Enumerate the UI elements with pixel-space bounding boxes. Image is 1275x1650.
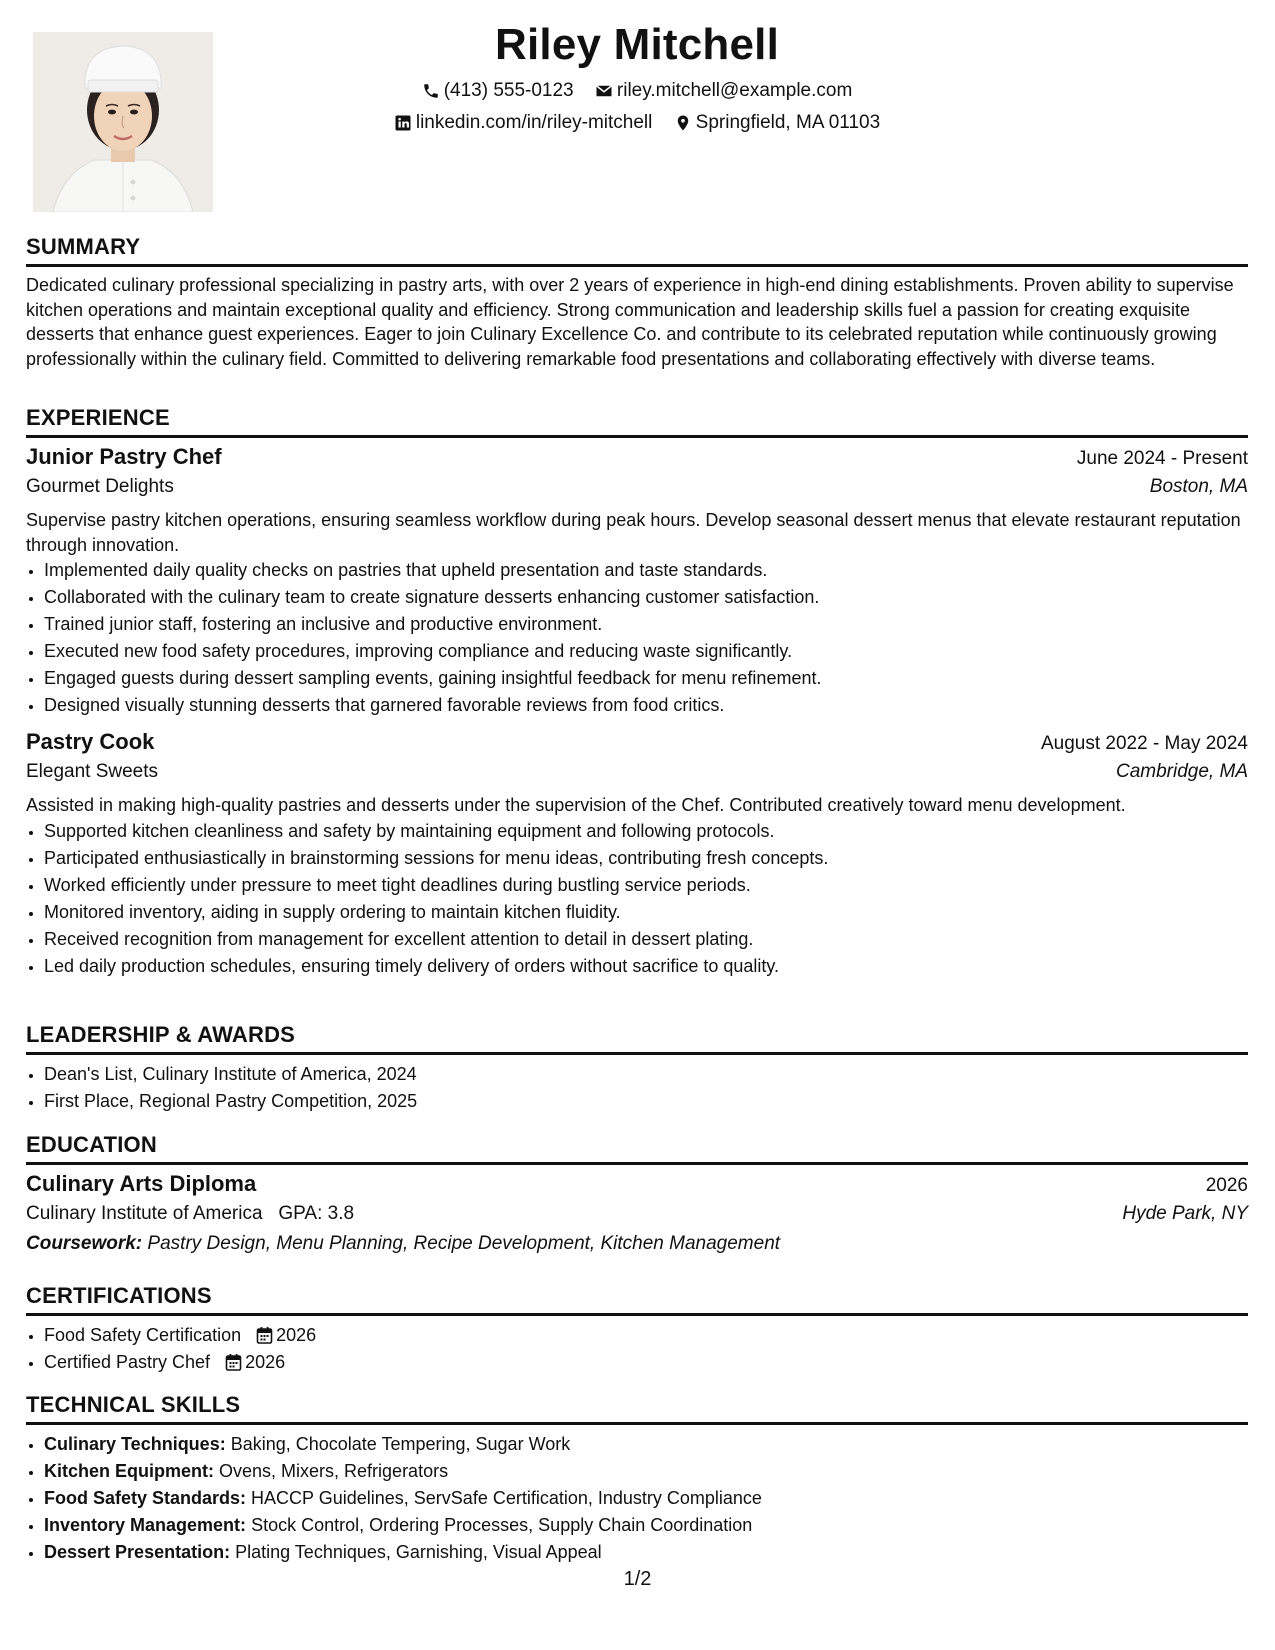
degree-name: Culinary Arts Diploma (26, 1171, 257, 1196)
experience-section (26, 405, 1248, 980)
list-item: • First Place, Regional Pastry Competition, 2025 (44, 1088, 1248, 1115)
job-title: Pastry Cook (26, 729, 155, 754)
skill-value: Stock Control, Ordering Processes, Supply Chain Coordination (251, 1515, 753, 1535)
list-item (44, 1322, 1248, 1349)
coursework-list: Pastry Design, Menu Planning, Recipe Development, Kitchen Management (147, 1233, 781, 1254)
candidate-name: Riley Mitchell (495, 20, 779, 69)
list-item: • Collaborated with the culinary team to create signature desserts enhancing customer satisfaction. (44, 584, 1248, 611)
summary-text: Dedicated culinary professional specializing in pastry arts, with over 2 years of experience in high-end dining establishments. Proven ability to supervise kitchen operations and maintain exceptional quality and efficiency. Strong communication and leadership skills fuel a passion for creating exquisite desserts that enhance guest experiences. Eager to join Culinary Excellence Co. and contribute to its celebrated reputation while continuously growing professionally within the culinary field. Committed to delivering remarkable food presentations and collaborating effectively with diverse teams. (26, 275, 1234, 369)
calendar-icon (225, 1353, 242, 1371)
section-title-experience: EXPERIENCE (26, 405, 1248, 438)
skill-label: Dessert Presentation: (44, 1542, 231, 1562)
job-location: Boston, MA (1149, 476, 1248, 497)
job-description: Supervise pastry kitchen operations, ensuring seamless workflow during peak hours. Develop seasonal dessert menus that elevate restaurant reputation through innovation. (26, 510, 1241, 555)
list-item: • Worked efficiently under pressure to meet tight deadlines during bustling service periods. (44, 872, 1248, 899)
linkedin-url: linkedin.com/in/riley-mitchell (415, 112, 653, 133)
job-dates: August 2022 - May 2024 (1040, 733, 1248, 754)
contact-location (674, 112, 881, 134)
section-title-certifications: CERTIFICATIONS (26, 1283, 1248, 1316)
envelope-icon (595, 82, 613, 100)
skill-label: Food Safety Standards: (44, 1488, 247, 1508)
skill-label: Kitchen Equipment: (44, 1461, 214, 1481)
job-title: Junior Pastry Chef (26, 444, 222, 469)
certifications-list (26, 1322, 1248, 1376)
list-item: • Designed visually stunning desserts that garnered favorable reviews from food critics. (44, 692, 1248, 719)
job-bullets (26, 818, 1248, 980)
certification-name: Food Safety Certification (44, 1325, 242, 1345)
list-item (44, 1431, 1248, 1458)
list-item: • Participated enthusiastically in brainstorming sessions for menu ideas, contributing fresh concepts. (44, 845, 1248, 872)
certification-name: Certified Pastry Chef (44, 1352, 211, 1372)
skill-value: Baking, Chocolate Tempering, Sugar Work (230, 1434, 571, 1454)
list-item: • Executed new food safety procedures, improving compliance and reducing waste significantly. (44, 638, 1248, 665)
list-item: • Dean's List, Culinary Institute of America, 2024 (44, 1061, 1248, 1088)
certification-year: 2026 (276, 1325, 317, 1345)
list-item: • Received recognition from management for excellent attention to detail in dessert plating. (44, 926, 1248, 953)
job-entry (26, 444, 1248, 719)
map-pin-icon (674, 114, 692, 132)
calendar-icon (256, 1326, 273, 1344)
section-title-summary: SUMMARY (26, 234, 1248, 267)
gpa: GPA: 3.8 (278, 1203, 355, 1224)
skill-value: Plating Techniques, Garnishing, Visual Appeal (235, 1542, 602, 1562)
summary-section (26, 234, 1248, 371)
list-item: • Implemented daily quality checks on pastries that upheld presentation and taste standards. (44, 557, 1248, 584)
list-item: • Supported kitchen cleanliness and safety by maintaining equipment and following protocols. (44, 818, 1248, 845)
skill-label: Culinary Techniques: (44, 1434, 226, 1454)
section-title-skills: TECHNICAL SKILLS (26, 1392, 1248, 1425)
skill-value: HACCP Guidelines, ServSafe Certification, Industry Compliance (251, 1488, 762, 1508)
list-item: • Led daily production schedules, ensuring timely delivery of orders without sacrifice to quality. (44, 953, 1248, 980)
list-item: • Monitored inventory, aiding in supply ordering to maintain kitchen fluidity. (44, 899, 1248, 926)
school-location: Hyde Park, NY (1122, 1203, 1248, 1224)
skill-value: Ovens, Mixers, Refrigerators (219, 1461, 449, 1481)
certifications-section (26, 1283, 1248, 1376)
education-section (26, 1132, 1248, 1255)
school-line (26, 1203, 354, 1225)
contact-phone[interactable] (422, 80, 574, 102)
contact-linkedin[interactable] (394, 112, 653, 134)
skills-section (26, 1392, 1248, 1566)
location-text: Springfield, MA 01103 (695, 112, 881, 133)
job-entry (26, 729, 1248, 980)
job-bullets (26, 557, 1248, 719)
job-location: Cambridge, MA (1116, 761, 1248, 782)
section-title-leadership: LEADERSHIP & AWARDS (26, 1022, 1248, 1055)
school-name: Culinary Institute of America (26, 1203, 263, 1224)
list-item (44, 1485, 1248, 1512)
phone-number: (413) 555-0123 (443, 80, 574, 101)
contact-row-primary (26, 80, 1248, 106)
coursework (26, 1233, 1248, 1255)
company-name: Elegant Sweets (26, 761, 159, 782)
graduation-year: 2026 (1205, 1175, 1248, 1196)
list-item: • Engaged guests during dessert sampling events, gaining insightful feedback for menu refinement. (44, 665, 1248, 692)
page-number: 1/2 (623, 1568, 652, 1590)
company-name: Gourmet Delights (26, 476, 174, 497)
job-description: Assisted in making high-quality pastries and desserts under the supervision of the Chef. Contributed creatively toward menu development. (26, 795, 1126, 815)
job-dates: June 2024 - Present (1076, 448, 1248, 469)
contact-row-secondary (26, 112, 1248, 138)
coursework-label: Coursework: (26, 1233, 143, 1254)
list-item (44, 1349, 1248, 1376)
leadership-section (26, 1022, 1248, 1115)
list-item (44, 1539, 1248, 1566)
email-address: riley.mitchell@example.com (616, 80, 853, 101)
contact-email[interactable] (595, 80, 852, 102)
linkedin-icon (394, 114, 412, 132)
awards-list (26, 1061, 1248, 1115)
section-title-education: EDUCATION (26, 1132, 1248, 1165)
skills-list (26, 1431, 1248, 1566)
list-item (44, 1512, 1248, 1539)
certification-year: 2026 (245, 1352, 286, 1372)
phone-icon (422, 82, 440, 100)
list-item (44, 1458, 1248, 1485)
list-item: • Trained junior staff, fostering an inclusive and productive environment. (44, 611, 1248, 638)
skill-label: Inventory Management: (44, 1515, 247, 1535)
